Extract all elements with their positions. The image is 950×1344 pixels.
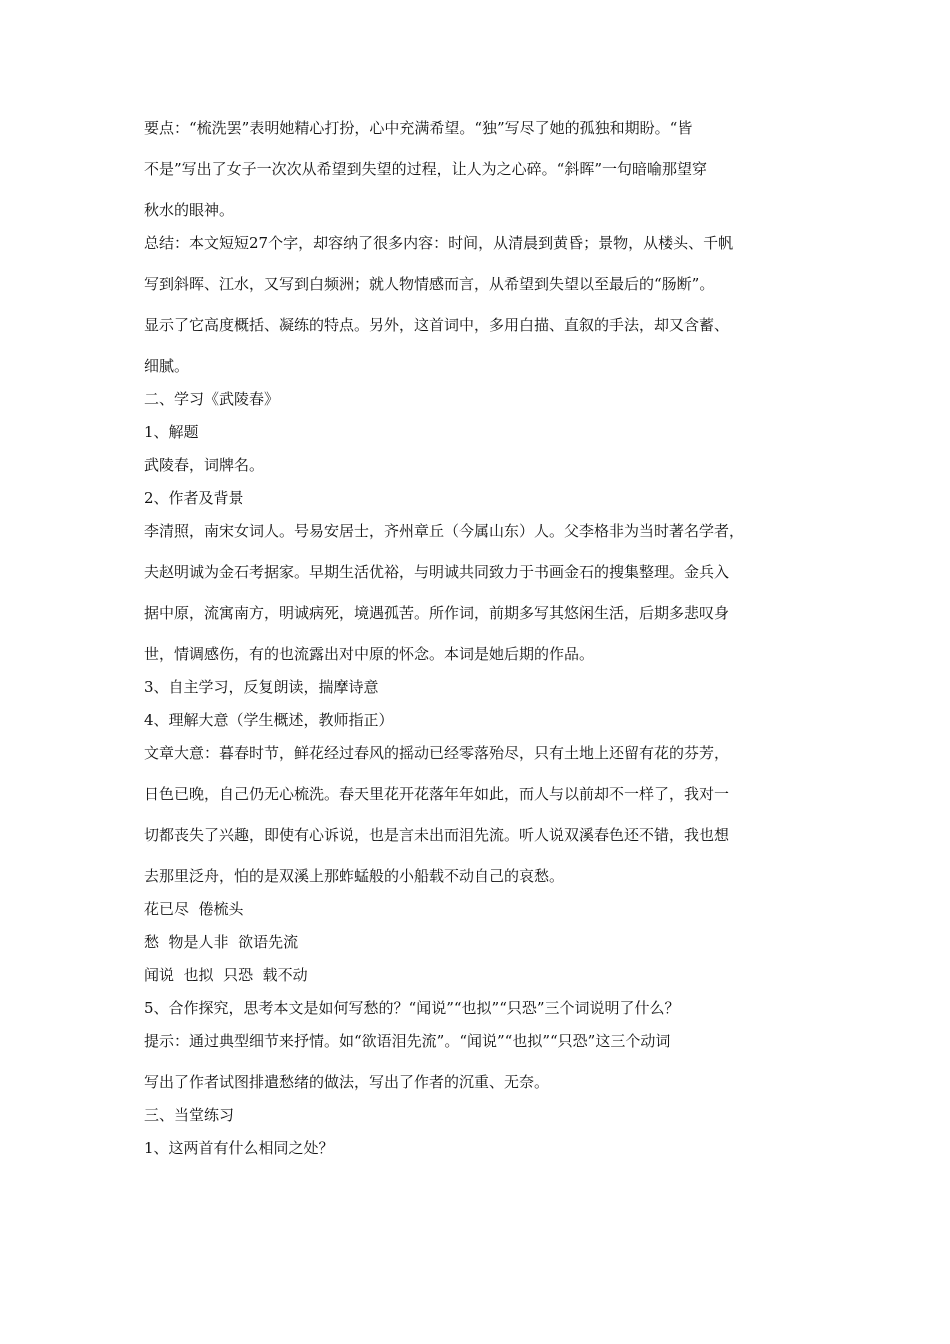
- subheading: 1、解题: [144, 423, 199, 441]
- text-line: 要点：“梳洗罢”表明她精心打扮，心中充满希望。“独”写尽了她的孤独和期盼。“皆: [144, 119, 693, 137]
- text-line: 提示：通过典型细节来抒情。如“欲语泪先流”。“闻说”“也拟”“只恐”这三个动词: [144, 1032, 671, 1050]
- subheading: 3、自主学习，反复朗读，揣摩诗意: [144, 678, 379, 696]
- text-line: 武陵春，词牌名。: [144, 456, 265, 474]
- text-line: 秋水的眼神。: [144, 201, 235, 219]
- section-heading: 三、当堂练习: [144, 1106, 235, 1124]
- text-line: 去那里泛舟，怕的是双溪上那蚱蜢般的小船载不动自己的哀愁。: [144, 867, 565, 885]
- text-line: 夫赵明诚为金石考据家。早期生活优裕，与明诚共同致力于书画金石的搜集整理。金兵入: [144, 563, 730, 581]
- outline-line: 闻说 也拟 只恐 载不动: [144, 966, 308, 984]
- outline-line: 花已尽 倦梳头: [144, 900, 244, 918]
- text-line: 李清照，南宋女词人。号易安居士，齐州章丘（今属山东）人。父李格非为当时著名学者，: [144, 522, 745, 540]
- text-line: 切都丧失了兴趣，即使有心诉说，也是言未出而泪先流。听人说双溪春色还不错，我也想: [144, 826, 730, 844]
- text-line: 写出了作者试图排遣愁绪的做法，写出了作者的沉重、无奈。: [144, 1073, 550, 1091]
- subheading: 1、这两首有什么相同之处？: [144, 1139, 334, 1157]
- document-body: [144, 118, 814, 1159]
- text-line: 不是”写出了女子一次次从希望到失望的过程，让人为之心碎。“斜晖”一句暗喻那望穿: [144, 160, 708, 178]
- outline-line: 愁 物是人非 欲语先流: [144, 933, 299, 951]
- section-heading: 二、学习《武陵春》: [144, 390, 280, 408]
- text-line: 世，情调感伤，有的也流露出对中原的怀念。本词是她后期的作品。: [144, 645, 595, 663]
- text-line: 显示了它高度概括、凝练的特点。另外，这首词中，多用白描、直叙的手法，却又含蓄、: [144, 316, 730, 334]
- text-line: 总结：本文短短27个字，却容纳了很多内容：时间，从清晨到黄昏；景物，从楼头、千帆: [144, 234, 734, 252]
- text-line: 日色已晚，自己仍无心梳洗。春天里花开花落年年如此，而人与以前却不一样了，我对一: [144, 785, 730, 803]
- subheading: 4、理解大意（学生概述，教师指正）: [144, 711, 394, 729]
- subheading: 2、作者及背景: [144, 489, 244, 507]
- text-line: 写到斜晖、江水，又写到白频洲；就人物情感而言，从希望到失望以至最后的“肠断”。: [144, 275, 715, 293]
- text-line: 文章大意：暮春时节，鲜花经过春风的摇动已经零落殆尽，只有土地上还留有花的芬芳，: [144, 744, 730, 762]
- text-line: 据中原，流寓南方，明诚病死，境遇孤苦。所作词，前期多写其悠闲生活，后期多悲叹身: [144, 604, 730, 622]
- text-line: 细腻。: [144, 357, 190, 375]
- subheading: 5、合作探究，思考本文是如何写愁的？“闻说”“也拟”“只恐”三个词说明了什么？: [144, 999, 680, 1017]
